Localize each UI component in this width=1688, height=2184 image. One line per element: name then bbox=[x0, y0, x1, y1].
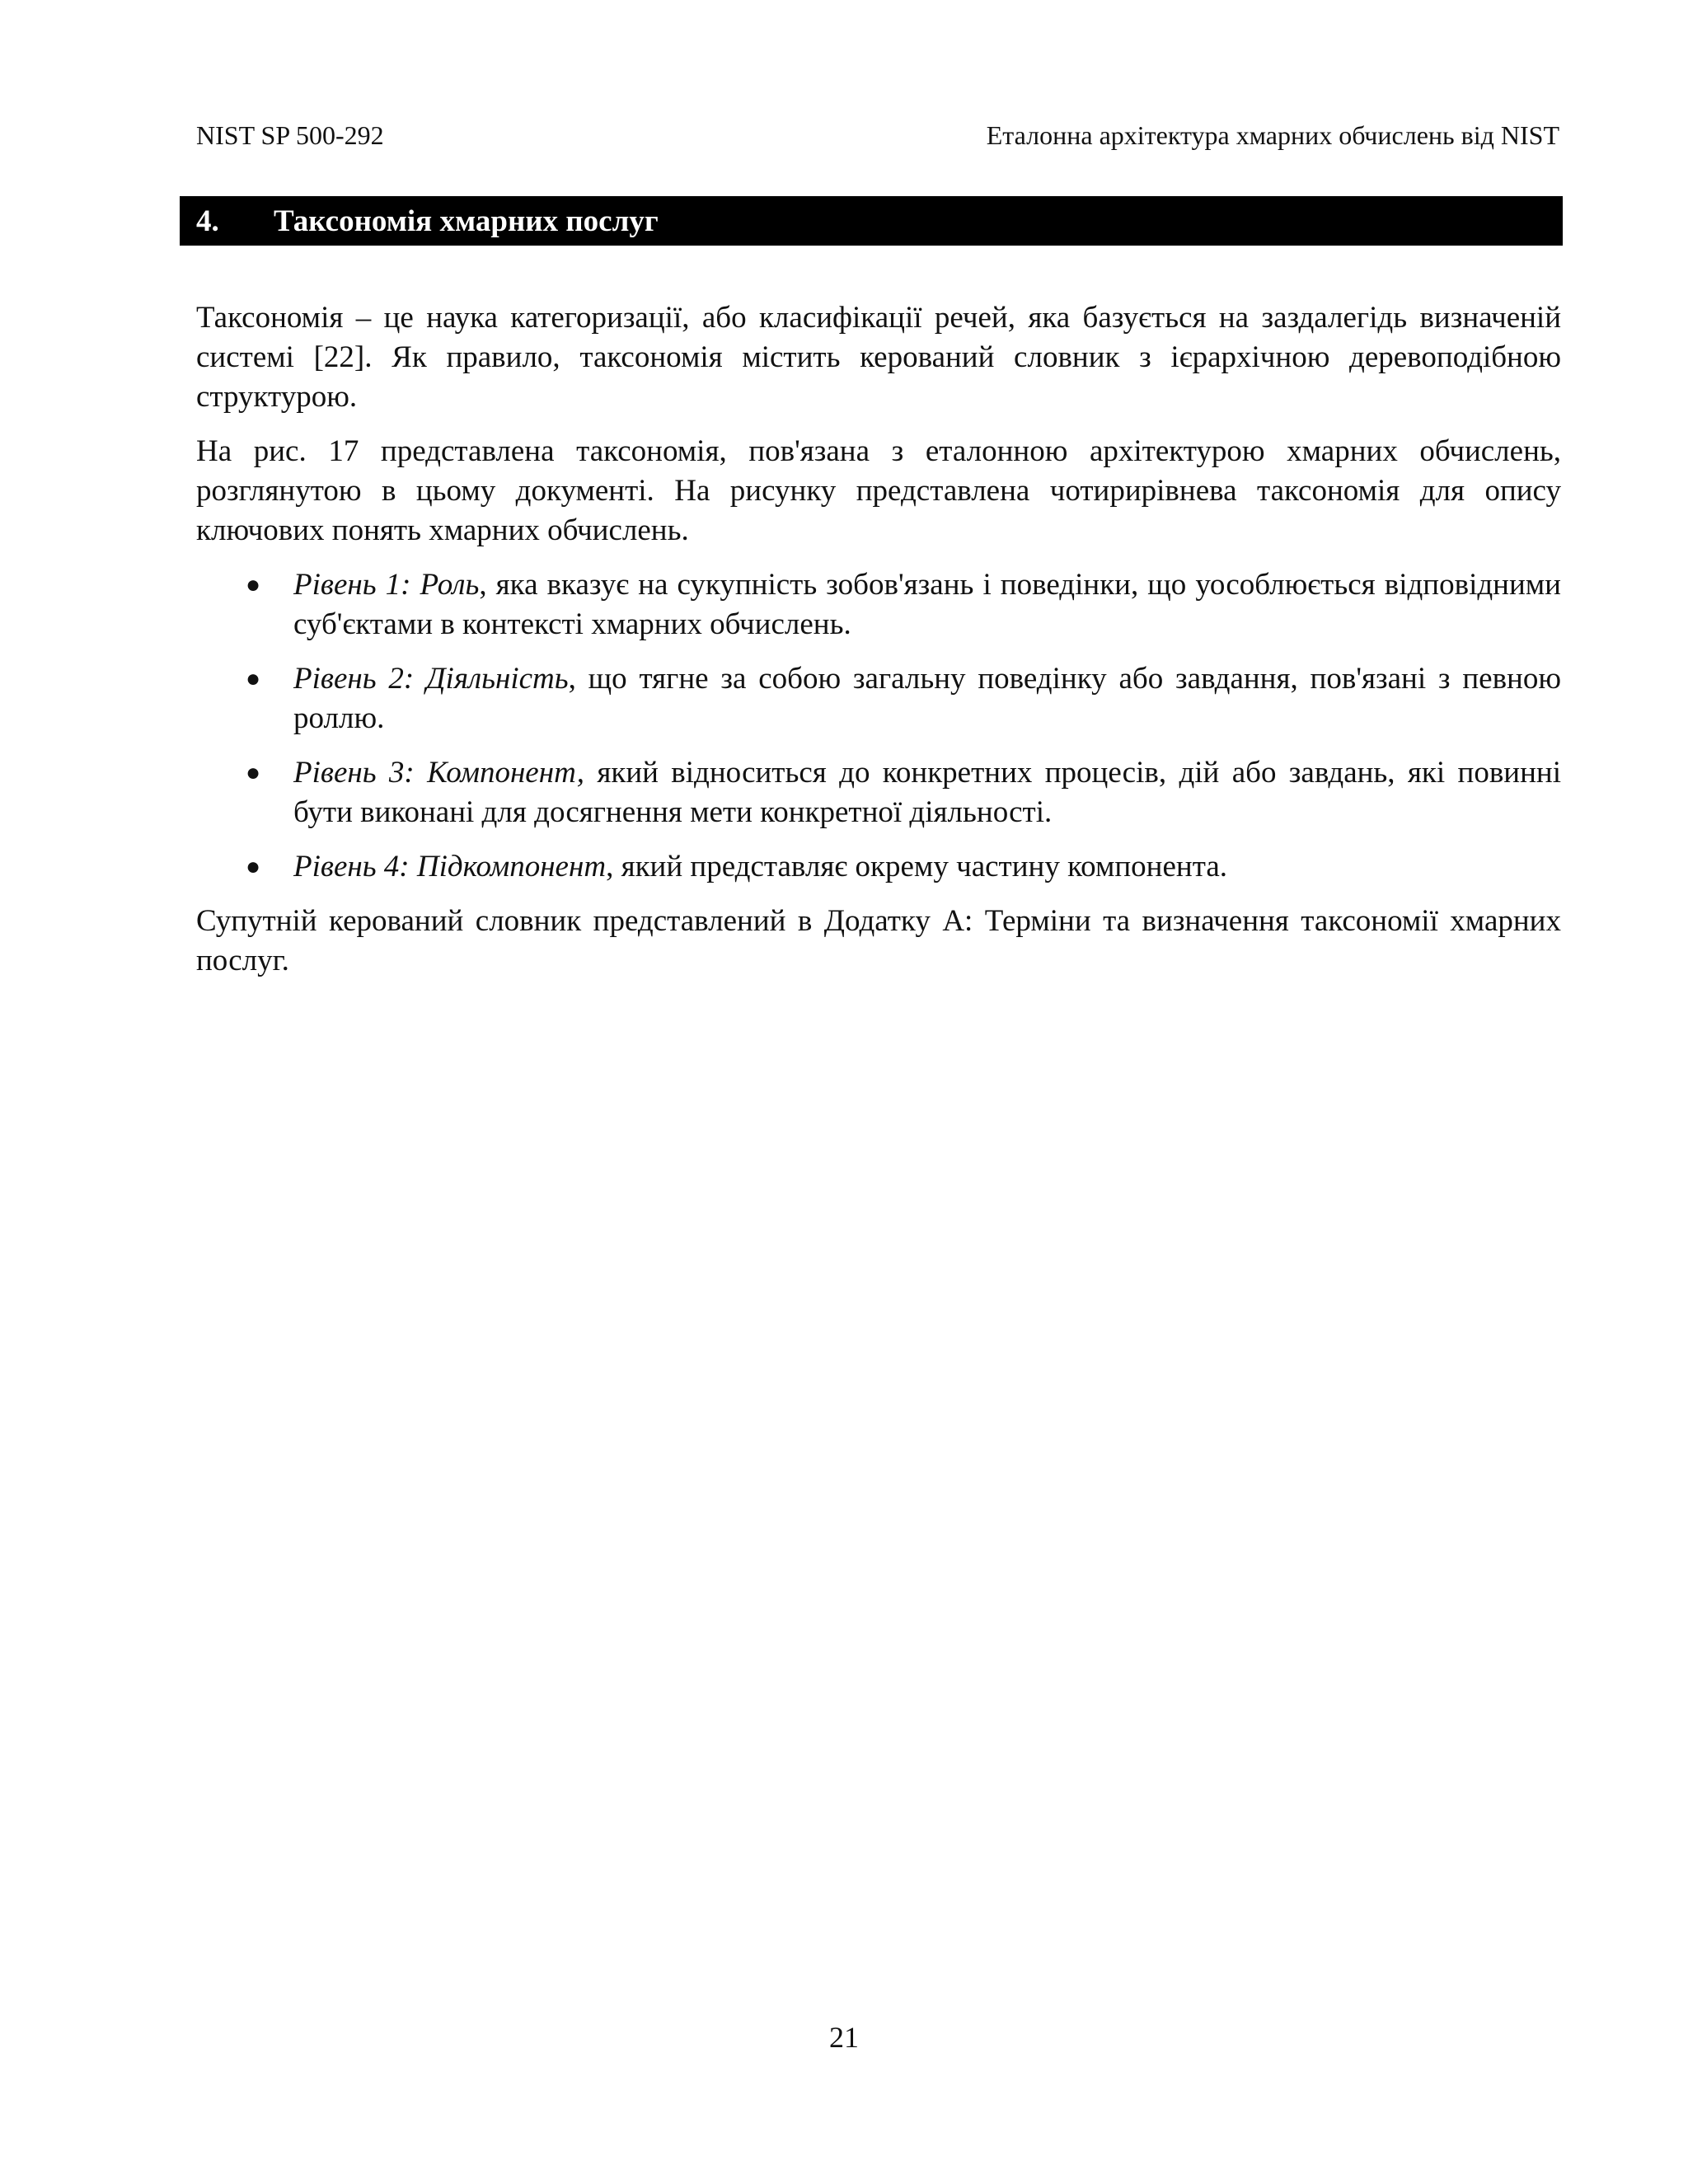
paragraph-figure-description: На рис. 17 представлена таксономія, пов'язана з еталонною архітектурою хмарних обчислень, розглянутою в цьому документі. На рисунку представлена чотирирівнева таксономія для опису ключових понять хмарних обчислень. bbox=[196, 434, 1561, 547]
paragraph-vocabulary-reference: Супутній керований словник представлений в Додатку А: Терміни та визначення таксономії хмарних послуг. bbox=[196, 904, 1561, 977]
level-description: який відноситься до конкретних процесів, дій або завдань, які повинні бути виконані для досягнення мети конкретної діяльності. bbox=[293, 756, 1561, 829]
list-item-level-1 bbox=[196, 565, 1561, 644]
level-term: Рівень 4: Підкомпонент bbox=[293, 850, 607, 883]
document-id: NIST SP 500-292 bbox=[196, 120, 384, 150]
level-term: Рівень 1: Роль bbox=[293, 568, 480, 602]
bullet-icon: ● bbox=[246, 759, 261, 786]
level-description: , який представляє окрему частину компонента. bbox=[606, 850, 1227, 883]
paragraph-taxonomy-definition: Таксономія – це наука категоризації, або класифікації речей, яка базується на заздалегідь визначеній системі [22]. Як правило, таксономія містить керований словник з ієрархічною деревоподібною структурою. bbox=[196, 301, 1561, 414]
document-title: Еталонна архітектура хмарних обчислень від NIST bbox=[986, 120, 1559, 150]
bullet-icon: ● bbox=[246, 571, 261, 598]
level-term: Рівень 2: Діяльність bbox=[293, 662, 569, 696]
bullet-icon: ● bbox=[246, 665, 261, 692]
list-item-level-2 bbox=[196, 659, 1561, 738]
bullet-icon: ● bbox=[246, 853, 261, 880]
section-title: Таксономія хмарних послуг bbox=[274, 204, 659, 238]
running-header bbox=[196, 117, 1559, 153]
taxonomy-levels-list bbox=[196, 565, 1561, 887]
level-description: , яка вказує на сукупність зобов'язань і поведінки, що уособлюється відповідними суб'єктами в контексті хмарних обчислень. bbox=[293, 568, 1561, 641]
list-item-level-3 bbox=[196, 753, 1561, 832]
page-number: 21 bbox=[829, 2021, 859, 2054]
list-item-level-4 bbox=[196, 847, 1561, 887]
section-number: 4. bbox=[196, 204, 219, 238]
level-term: Рівень 3: Компонент, bbox=[293, 756, 584, 790]
level-description: , що тягне за собою загальну поведінку або завдання, пов'язані з певною роллю. bbox=[293, 662, 1561, 735]
body-text bbox=[196, 298, 1561, 996]
section-heading bbox=[180, 196, 1563, 246]
